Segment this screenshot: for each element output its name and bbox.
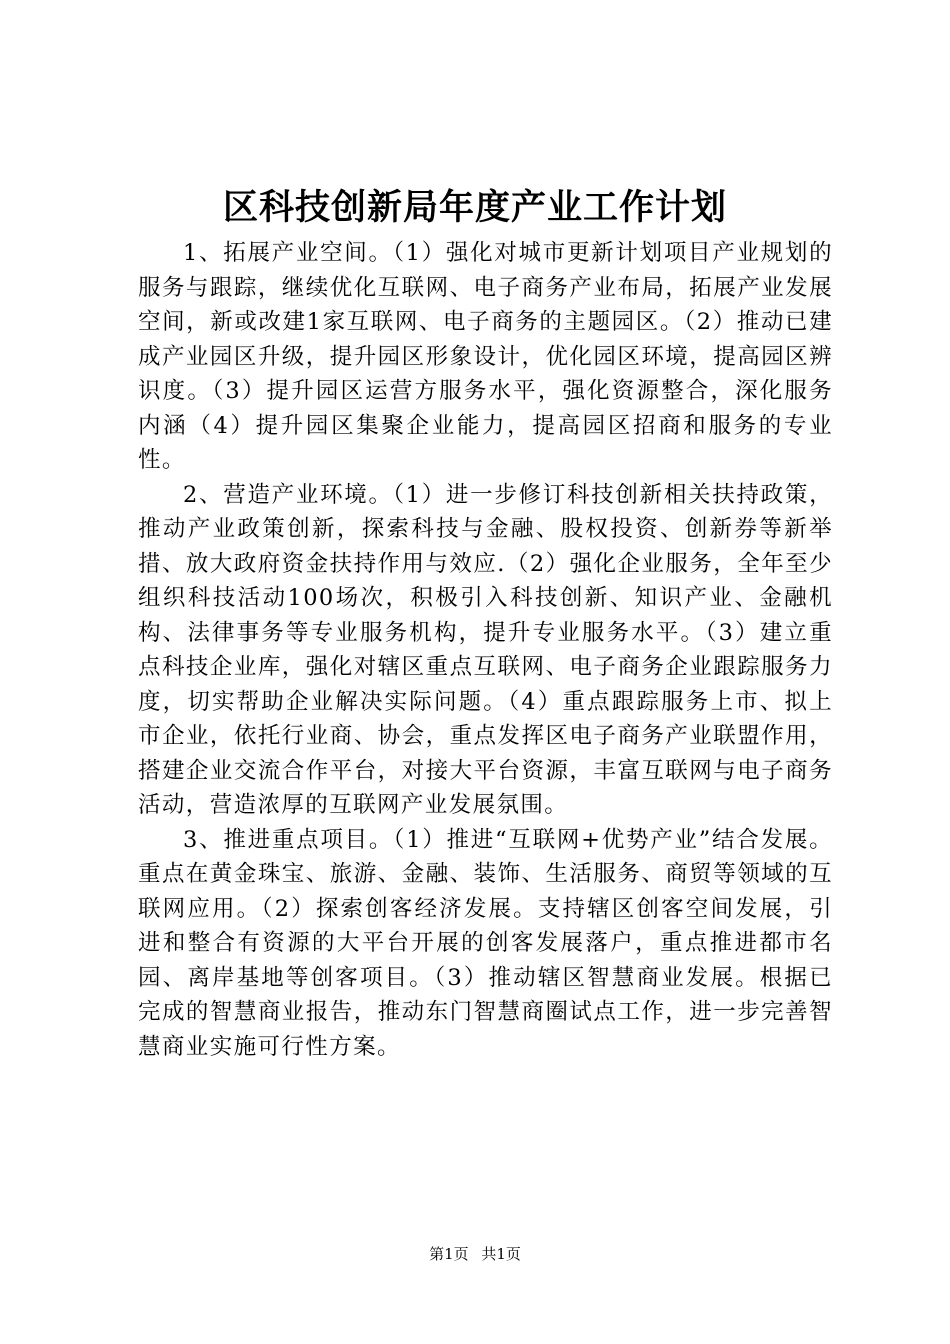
paragraph-key-projects: 3、推进重点项目。（1）推进“互联网+优势产业”结合发展。重点在黄金珠宝、旅游、金融、装饰、生活服务、商贸等领域的互联网应用。（2）探索创客经济发展。支持辖区创客空间发展，引进和整合有资源的大平台开展的创客发展落户，重点推进都市名园、离岸基地等创客项目。（3）推动辖区智慧商业发展。根据已完成的智慧商业报告，推动东门智慧商圈试点工作，进一步完善智慧商业实施可行性方案。 [138, 826, 833, 1060]
page-footer [0, 1243, 950, 1265]
page-number: 第1页 [429, 1245, 469, 1263]
document-title: 区科技创新局年度产业工作计划 [222, 187, 727, 228]
paragraph-expand-industry-space: 1、拓展产业空间。（1）强化对城市更新计划项目产业规划的服务与跟踪，继续优化互联网、电子商务产业布局，拓展产业发展空间，新或改建1家互联网、电子商务的主题园区。（2）推动已建成产业园区升级，提升园区形象设计，优化园区环境，提高园区辨识度。（3）提升园区运营方服务水平，强化资源整合，深化服务内涵（4）提升园区集聚企业能力，提高园区招商和服务的专业性。 [138, 240, 833, 473]
document-body [138, 236, 833, 1064]
page-total: 共1页 [481, 1245, 521, 1263]
paragraph-industry-environment: 2、营造产业环境。（1）进一步修订科技创新相关扶持政策，推动产业政策创新，探索科技与金融、股权投资、创新券等新举措、放大政府资金扶持作用与效应.（2）强化企业服务，全年至少组织科技活动100场次，积极引入科技创新、知识产业、金融机构、法律事务等专业服务机构，提升专业服务水平。（3）建立重点科技企业库，强化对辖区重点互联网、电子商务企业跟踪服务力度，切实帮助企业解决实际问题。（4）重点跟踪服务上市、拟上市企业，依托行业商、协会，重点发挥区电子商务产业联盟作用，搭建企业交流合作平台，对接大平台资源，丰富互联网与电子商务活动，营造浓厚的互联网产业发展氛围。 [138, 481, 833, 818]
